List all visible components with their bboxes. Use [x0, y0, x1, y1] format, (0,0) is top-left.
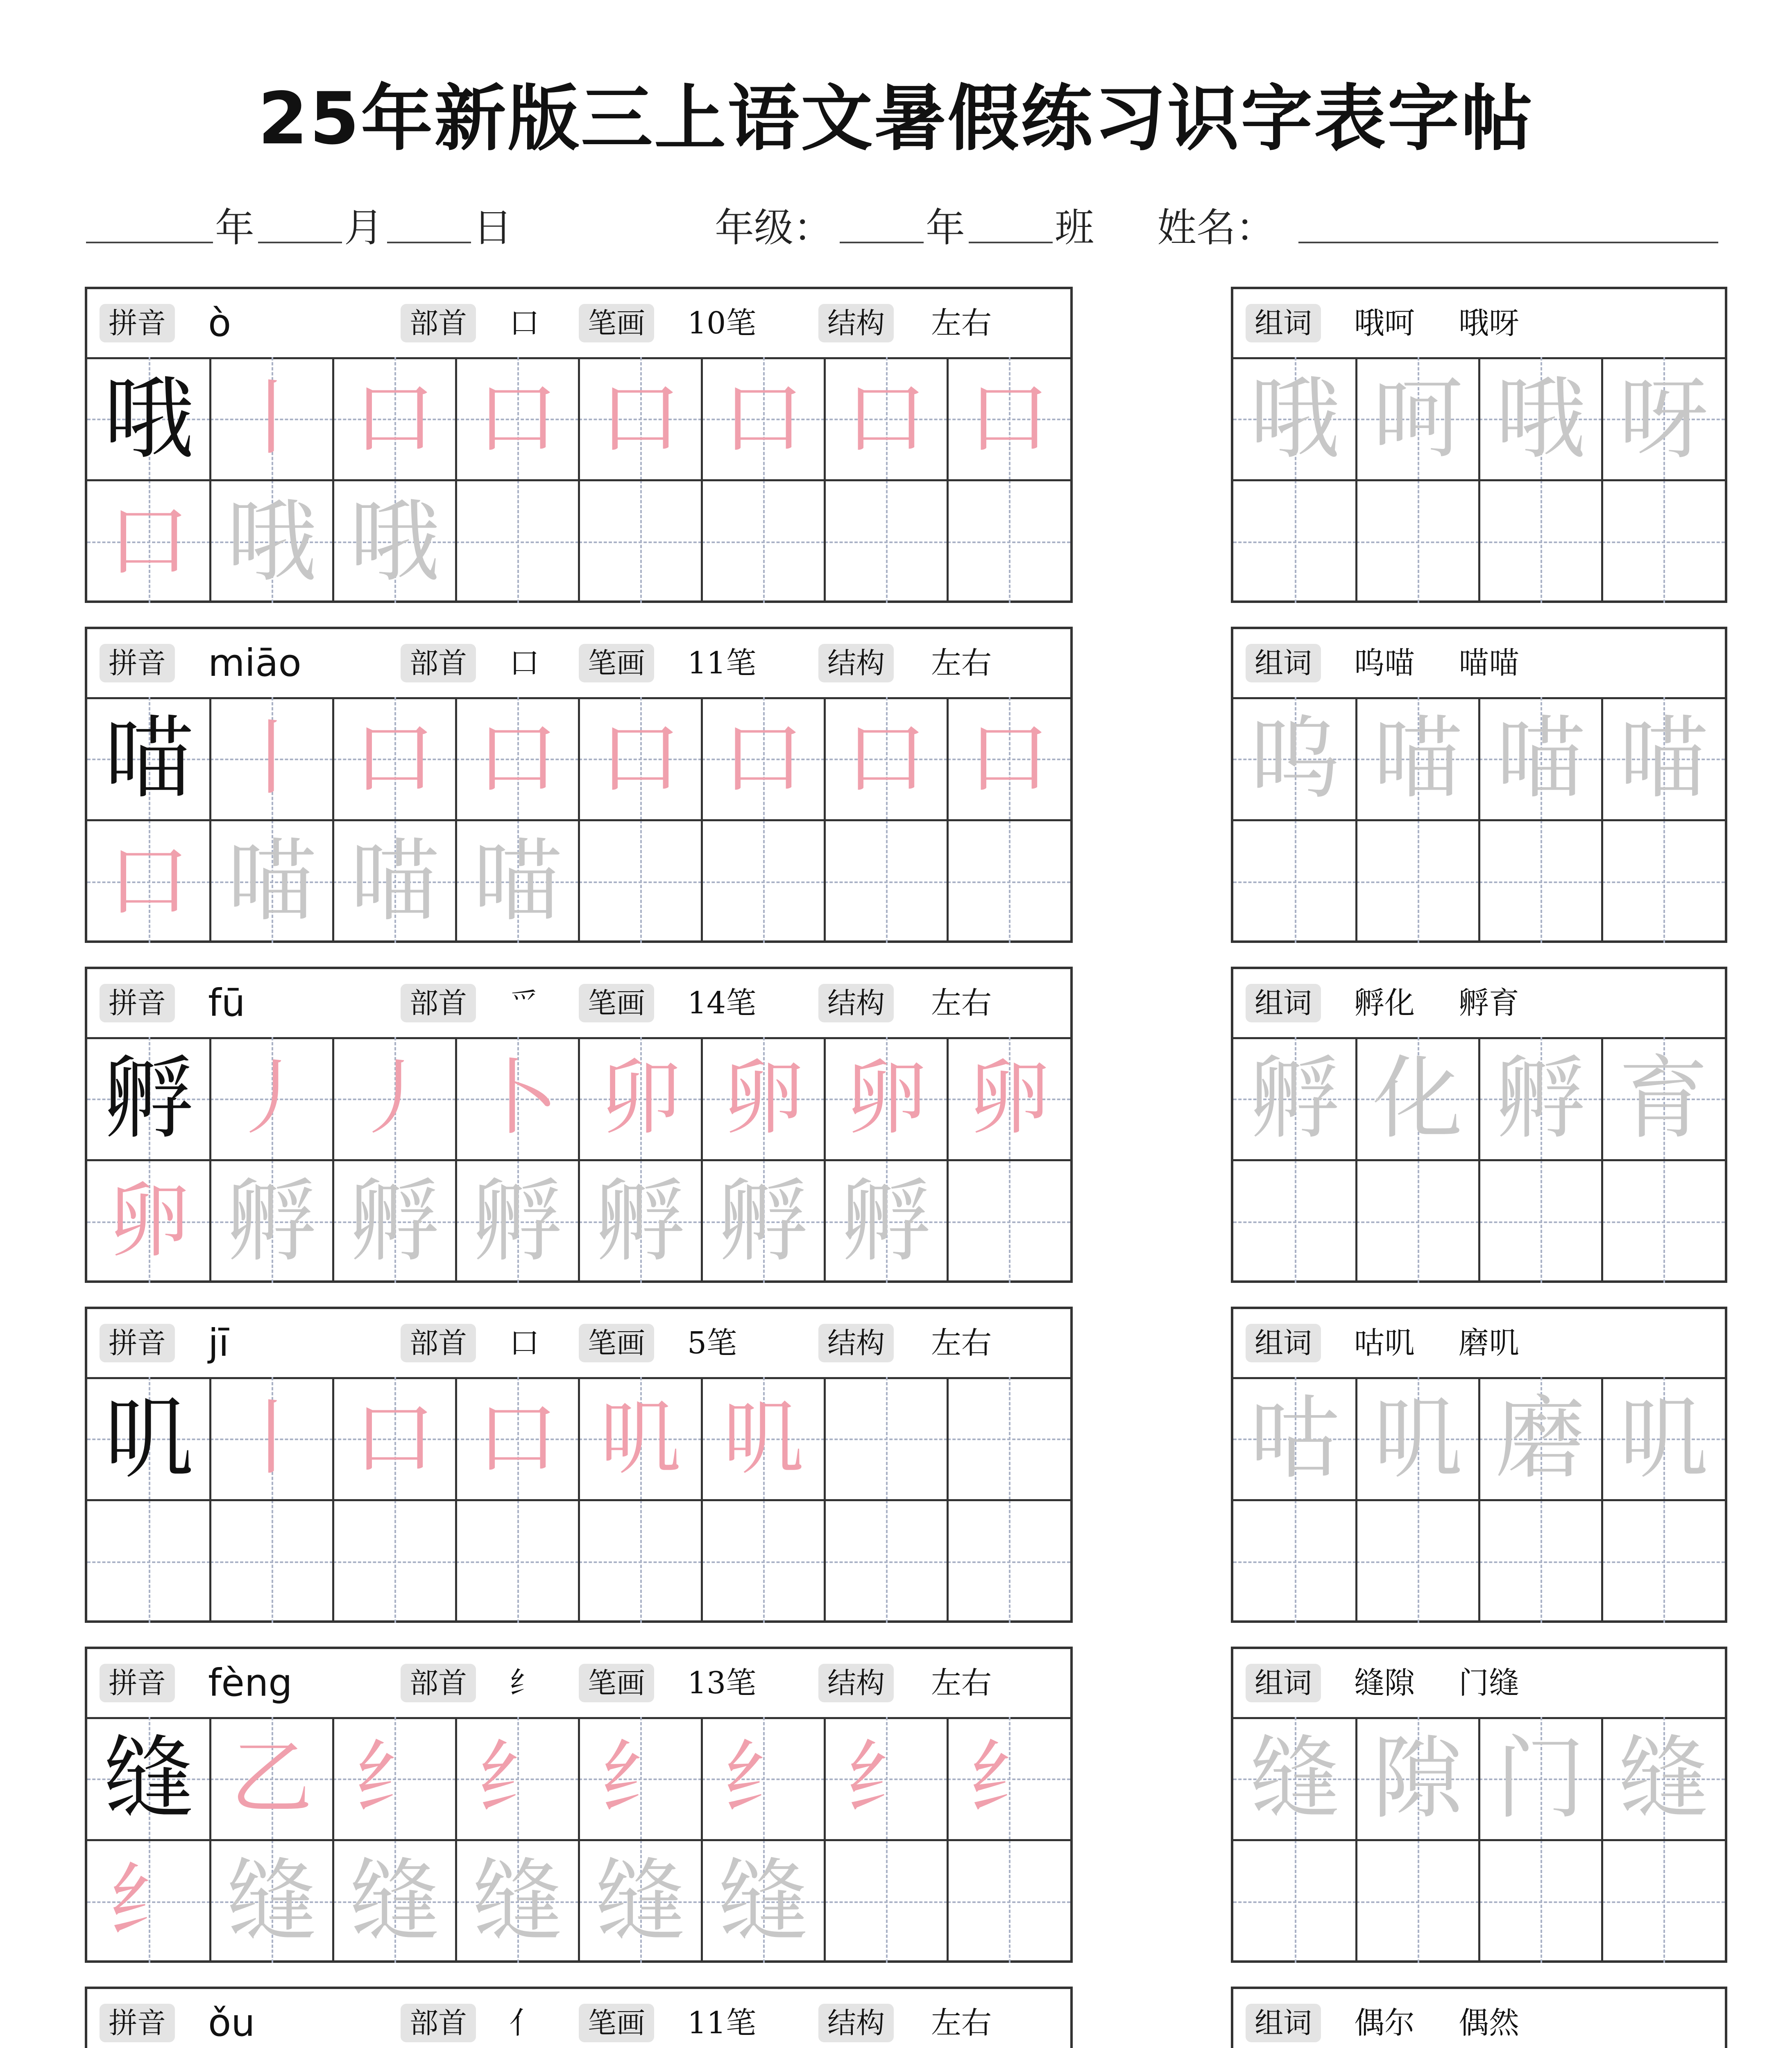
grid-cell[interactable]: [1479, 480, 1602, 603]
grid-cell[interactable]: [702, 480, 825, 603]
grid-cell[interactable]: [579, 820, 702, 943]
stroke-order-step: 丨: [230, 371, 313, 466]
stroke-order-step: 丿: [353, 1051, 435, 1146]
stroke-order-step: 丨: [230, 711, 313, 806]
pinyin-value: ò: [208, 301, 231, 345]
strokes-tag: 笔画: [579, 1664, 654, 1702]
writing-grid: [87, 1377, 1070, 1623]
grade-label: 年级：: [715, 205, 833, 251]
word-trace-character: 缝: [1249, 1726, 1340, 1831]
grid-cell[interactable]: [1479, 1500, 1602, 1623]
writing-grid: [1233, 1717, 1725, 1963]
stroke-order-step: 口: [722, 711, 804, 806]
structure-value: 左右: [931, 306, 992, 341]
grade-class-blank[interactable]: [969, 242, 1053, 243]
structure-tag: 结构: [818, 2004, 894, 2042]
trace-character: 哦: [226, 489, 317, 594]
grid-cell[interactable]: [1356, 820, 1479, 943]
grade-year-blank[interactable]: [840, 242, 924, 243]
writing-grid: [1233, 697, 1725, 943]
model-character: 喵: [103, 706, 194, 811]
character-card: [85, 1987, 1073, 2048]
pinyin-value: miāo: [208, 641, 301, 685]
pinyin-tag: 拼音: [100, 1664, 175, 1702]
grid-cell[interactable]: [1479, 1160, 1602, 1283]
radical-tag: 部首: [401, 1324, 476, 1362]
grid-cell[interactable]: [947, 1500, 1070, 1623]
pinyin-tag: 拼音: [100, 2004, 175, 2042]
stroke-order-step: 纟: [599, 1731, 681, 1826]
grid-cell[interactable]: [825, 1500, 947, 1623]
name-blank[interactable]: [1298, 242, 1718, 243]
strokes-tag: 笔画: [579, 984, 654, 1022]
grid-cell[interactable]: [1602, 1500, 1725, 1623]
character-info-header: [87, 1649, 1070, 1719]
word-trace-character: 化: [1372, 1046, 1463, 1151]
word-card: [1231, 1987, 1727, 2048]
grid-cell[interactable]: [1479, 820, 1602, 943]
word-trace-character: 咕: [1249, 1386, 1340, 1491]
strokes-value: 11笔: [687, 2005, 757, 2041]
stroke-order-step: 口: [845, 711, 927, 806]
writing-grid: [87, 697, 1070, 943]
grid-cell[interactable]: [825, 820, 947, 943]
writing-grid: [87, 357, 1070, 603]
word-trace-character: 哦: [1249, 366, 1340, 471]
stroke-order-step: 纟: [476, 1731, 558, 1826]
stroke-order-step: 纟: [845, 1731, 927, 1826]
radical-value: 爫: [509, 985, 539, 1021]
strokes-tag: 笔画: [579, 304, 654, 342]
trace-character: 孵: [226, 1169, 317, 1274]
trace-character: 喵: [226, 829, 317, 934]
word-trace-character: 育: [1618, 1046, 1708, 1151]
stroke-order-step: 口: [967, 711, 1050, 806]
word-value: 哦呀: [1459, 306, 1519, 341]
stroke-order-step: 卵: [967, 1051, 1050, 1146]
word-header: [1233, 1649, 1725, 1719]
grid-cell[interactable]: [1233, 480, 1356, 603]
grid-cell[interactable]: [1233, 1500, 1356, 1623]
stroke-order-step: 口: [845, 371, 927, 466]
stroke-order-step: 卵: [107, 1174, 190, 1269]
trace-character: 孵: [472, 1169, 562, 1274]
radical-tag: 部首: [401, 1664, 476, 1702]
grid-cell[interactable]: [1356, 480, 1479, 603]
writing-grid: [87, 1717, 1070, 1963]
grid-cell[interactable]: [1233, 1840, 1356, 1963]
character-card: [85, 287, 1073, 603]
radical-tag: 部首: [401, 2004, 476, 2042]
grid-cell[interactable]: [333, 1500, 456, 1623]
stroke-order-step: 口: [722, 371, 804, 466]
radical-value: 口: [509, 1325, 539, 1361]
structure-tag: 结构: [818, 984, 894, 1022]
radical-value: 纟: [509, 1665, 539, 1701]
pinyin-tag: 拼音: [100, 644, 175, 682]
trace-character: 孵: [595, 1169, 685, 1274]
stroke-order-step: 口: [967, 371, 1050, 466]
stroke-order-step: 口: [353, 711, 435, 806]
grid-cell[interactable]: [825, 480, 947, 603]
pinyin-tag: 拼音: [100, 304, 175, 342]
stroke-order-step: 口: [107, 494, 190, 589]
model-character: 孵: [103, 1046, 194, 1151]
word-card: [1231, 627, 1727, 943]
trace-character: 缝: [349, 1849, 440, 1954]
pinyin-value: ǒu: [208, 2001, 255, 2045]
trace-character: 缝: [226, 1849, 317, 1954]
stroke-order-step: 卵: [722, 1051, 804, 1146]
month-blank[interactable]: [258, 242, 342, 243]
character-card: [85, 1647, 1073, 1963]
word-trace-character: 叽: [1618, 1386, 1708, 1491]
model-character: 缝: [103, 1726, 194, 1831]
trace-character: 喵: [349, 829, 440, 934]
grid-cell[interactable]: [1602, 480, 1725, 603]
pinyin-value: jī: [208, 1321, 229, 1365]
grid-cell[interactable]: [702, 820, 825, 943]
grid-cell[interactable]: [947, 480, 1070, 603]
word-value: 磨叽: [1459, 1325, 1519, 1361]
words-tag: 组词: [1246, 1664, 1321, 1702]
year-blank[interactable]: [86, 242, 213, 243]
trace-character: 缝: [472, 1849, 562, 1954]
grid-cell[interactable]: [825, 1377, 947, 1500]
grid-cell[interactable]: [456, 480, 579, 603]
character-info-header: [87, 629, 1070, 699]
words-tag: 组词: [1246, 644, 1321, 682]
word-value: 偶尔: [1354, 2005, 1415, 2041]
word-trace-character: 喵: [1495, 706, 1586, 811]
strokes-value: 11笔: [687, 646, 757, 681]
character-info-header: [87, 289, 1070, 359]
strokes-tag: 笔画: [579, 1324, 654, 1362]
strokes-value: 10笔: [687, 306, 757, 341]
stroke-order-step: 卵: [845, 1051, 927, 1146]
character-card: [85, 627, 1073, 943]
structure-tag: 结构: [818, 304, 894, 342]
model-character: 哦: [103, 366, 194, 471]
word-trace-character: 门: [1495, 1726, 1586, 1831]
strokes-tag: 笔画: [579, 644, 654, 682]
words-tag: 组词: [1246, 984, 1321, 1022]
structure-tag: 结构: [818, 644, 894, 682]
structure-value: 左右: [931, 1665, 992, 1701]
pinyin-tag: 拼音: [100, 984, 175, 1022]
word-value: 哦呵: [1354, 306, 1415, 341]
stroke-order-step: 口: [107, 834, 190, 929]
word-card: [1231, 1307, 1727, 1623]
word-value: 缝隙: [1354, 1665, 1415, 1701]
stroke-order-step: 口: [476, 371, 558, 466]
word-trace-character: 呀: [1618, 366, 1708, 471]
stroke-order-step: 乙: [230, 1731, 313, 1826]
writing-grid: [1233, 1377, 1725, 1623]
word-trace-character: 隙: [1372, 1726, 1463, 1831]
strokes-value: 14笔: [687, 985, 757, 1021]
stroke-order-step: 口: [353, 371, 435, 466]
strokes-value: 13笔: [687, 1665, 757, 1701]
grid-cell[interactable]: [825, 1840, 947, 1963]
structure-tag: 结构: [818, 1664, 894, 1702]
word-trace-character: 喵: [1372, 706, 1463, 811]
radical-value: 亻: [509, 2005, 539, 2041]
grid-cell[interactable]: [1356, 1160, 1479, 1283]
grade-class-label: 班: [1055, 205, 1094, 251]
word-trace-character: 缝: [1618, 1726, 1708, 1831]
word-trace-character: 叽: [1372, 1386, 1463, 1491]
word-trace-character: 哦: [1495, 366, 1586, 471]
day-label: 日: [473, 205, 512, 251]
word-value: 呜喵: [1354, 646, 1415, 681]
trace-character: 孵: [718, 1169, 808, 1274]
grid-cell[interactable]: [1356, 1500, 1479, 1623]
radical-tag: 部首: [401, 984, 476, 1022]
structure-value: 左右: [931, 985, 992, 1021]
radical-tag: 部首: [401, 304, 476, 342]
word-value: 孵育: [1459, 985, 1519, 1021]
structure-value: 左右: [931, 2005, 992, 2041]
stroke-order-step: 纟: [967, 1731, 1050, 1826]
grid-cell[interactable]: [87, 1500, 210, 1623]
stroke-order-step: 纟: [107, 1853, 190, 1949]
grid-cell[interactable]: [1233, 1160, 1356, 1283]
word-trace-character: 呵: [1372, 366, 1463, 471]
stroke-order-step: 口: [599, 371, 681, 466]
word-card: [1231, 1647, 1727, 1963]
grid-cell[interactable]: [456, 1500, 579, 1623]
stroke-order-step: 纟: [722, 1731, 804, 1826]
stroke-order-step: 口: [476, 711, 558, 806]
strokes-tag: 笔画: [579, 2004, 654, 2042]
writing-grid: [1233, 1037, 1725, 1283]
grid-cell[interactable]: [210, 1500, 333, 1623]
words-tag: 组词: [1246, 1324, 1321, 1362]
trace-character: 孵: [349, 1169, 440, 1274]
stroke-order-step: 叽: [722, 1391, 804, 1486]
word-value: 孵化: [1354, 985, 1415, 1021]
stroke-order-step: 卜: [476, 1051, 558, 1146]
pinyin-value: fū: [208, 981, 245, 1025]
structure-value: 左右: [931, 646, 992, 681]
stroke-order-step: 丿: [230, 1051, 313, 1146]
character-info-header: [87, 969, 1070, 1039]
stroke-order-step: 叽: [599, 1391, 681, 1486]
trace-character: 喵: [472, 829, 562, 934]
grid-cell[interactable]: [1602, 820, 1725, 943]
stroke-order-step: 丨: [230, 1391, 313, 1486]
month-label: 月: [344, 205, 383, 251]
word-card: [1231, 287, 1727, 603]
stroke-order-step: 卯: [599, 1051, 681, 1146]
word-trace-character: 喵: [1618, 706, 1708, 811]
radical-tag: 部首: [401, 644, 476, 682]
name-label: 姓名：: [1157, 205, 1275, 251]
word-value: 偶然: [1459, 2005, 1519, 2041]
stroke-order-step: 口: [476, 1391, 558, 1486]
page-title: 25年新版三上语文暑假练习识字表字帖: [258, 77, 1534, 161]
trace-character: 孵: [840, 1169, 931, 1274]
stroke-order-step: 口: [599, 711, 681, 806]
day-blank[interactable]: [387, 242, 471, 243]
structure-value: 左右: [931, 1325, 992, 1361]
grid-cell[interactable]: [1602, 1840, 1725, 1963]
word-header: [1233, 289, 1725, 359]
grid-cell[interactable]: [1479, 1840, 1602, 1963]
grid-cell[interactable]: [579, 480, 702, 603]
grade-year-label: 年: [926, 205, 965, 251]
trace-character: 哦: [349, 489, 440, 594]
stroke-order-step: 口: [353, 1391, 435, 1486]
word-trace-character: 孵: [1495, 1046, 1586, 1151]
trace-character: 缝: [595, 1849, 685, 1954]
words-tag: 组词: [1246, 304, 1321, 342]
radical-value: 口: [509, 306, 539, 341]
words-tag: 组词: [1246, 2004, 1321, 2042]
word-header: [1233, 969, 1725, 1039]
word-header: [1233, 1309, 1725, 1379]
grid-cell[interactable]: [947, 820, 1070, 943]
year-label: 年: [215, 205, 254, 251]
radical-value: 口: [509, 646, 539, 681]
grid-cell[interactable]: [947, 1160, 1070, 1283]
grid-cell[interactable]: [947, 1377, 1070, 1500]
character-card: [85, 1307, 1073, 1623]
grid-cell[interactable]: [947, 1840, 1070, 1963]
word-trace-character: 磨: [1495, 1386, 1586, 1491]
model-character: 叽: [103, 1386, 194, 1491]
stroke-order-step: 纟: [353, 1731, 435, 1826]
word-trace-character: 孵: [1249, 1046, 1340, 1151]
word-value: 喵喵: [1459, 646, 1519, 681]
strokes-value: 5笔: [687, 1325, 737, 1361]
character-info-header: [87, 1989, 1070, 2048]
structure-tag: 结构: [818, 1324, 894, 1362]
pinyin-tag: 拼音: [100, 1324, 175, 1362]
character-info-header: [87, 1309, 1070, 1379]
pinyin-value: fèng: [208, 1661, 292, 1705]
word-value: 门缝: [1459, 1665, 1519, 1701]
grid-cell[interactable]: [702, 1500, 825, 1623]
writing-grid: [87, 1037, 1070, 1283]
grid-cell[interactable]: [579, 1500, 702, 1623]
grid-cell[interactable]: [1356, 1840, 1479, 1963]
word-header: [1233, 629, 1725, 699]
grid-cell[interactable]: [1233, 820, 1356, 943]
grid-cell[interactable]: [1602, 1160, 1725, 1283]
character-card: [85, 967, 1073, 1283]
word-value: 咕叽: [1354, 1325, 1415, 1361]
word-trace-character: 呜: [1249, 706, 1340, 811]
trace-character: 缝: [718, 1849, 808, 1954]
word-card: [1231, 967, 1727, 1283]
word-header: [1233, 1989, 1725, 2048]
writing-grid: [1233, 357, 1725, 603]
